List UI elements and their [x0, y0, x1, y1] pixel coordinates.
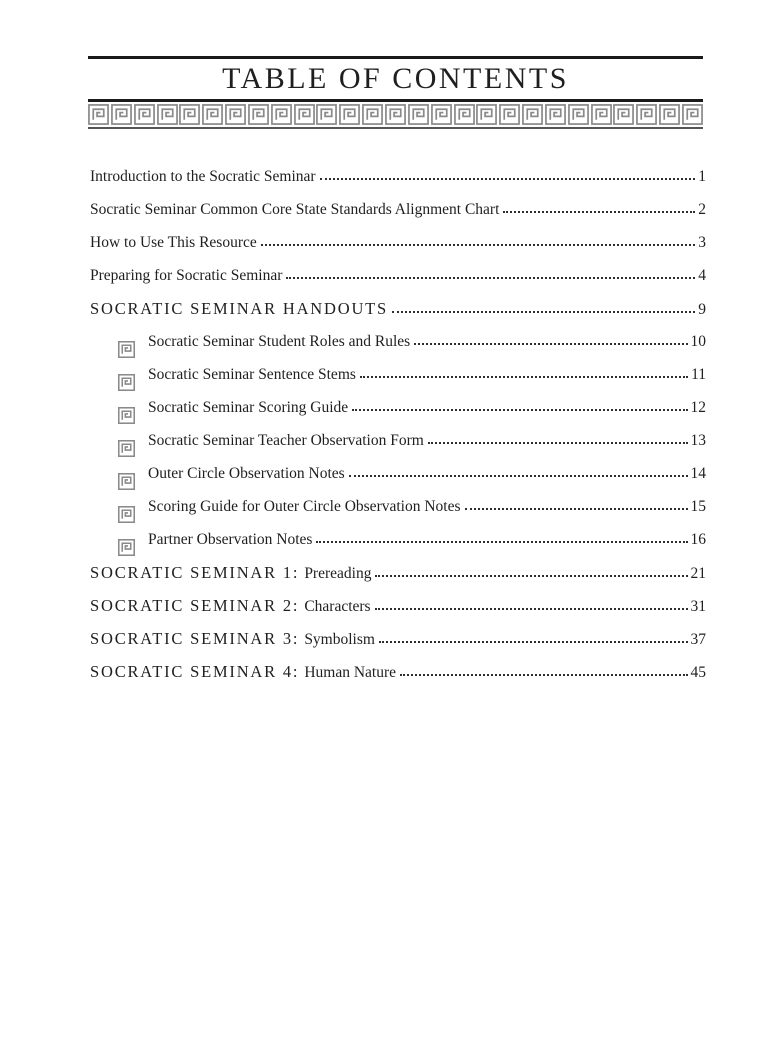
- toc-entry: [90, 497, 706, 530]
- toc-entry-page-number: 3: [698, 234, 706, 251]
- toc-entry-label: Characters: [304, 598, 371, 615]
- greek-key-unit-icon: [225, 104, 246, 125]
- toc-entry-page-number: 2: [698, 201, 706, 218]
- toc-entry: [90, 563, 706, 596]
- dotted-leader: [286, 277, 695, 279]
- toc-entry: [90, 398, 706, 431]
- toc-entry-label: Prereading: [304, 565, 372, 582]
- toc-page: [0, 56, 773, 1056]
- greek-key-unit-icon: [591, 104, 612, 125]
- toc-entry-page-number: 37: [690, 631, 706, 648]
- toc-entry: [90, 332, 706, 365]
- greek-key-unit-icon: [568, 104, 589, 125]
- toc-entry-label: Socratic Seminar Scoring Guide: [148, 399, 349, 416]
- greek-key-unit-icon: [271, 104, 292, 125]
- dotted-leader: [503, 211, 695, 213]
- greek-key-unit-icon: [636, 104, 657, 125]
- toc-entry-label: Human Nature: [304, 664, 396, 681]
- greek-key-unit-icon: [179, 104, 200, 125]
- toc-entry-label: Socratic Seminar Sentence Stems: [148, 366, 356, 383]
- greek-key-icon: [118, 341, 135, 358]
- dotted-leader: [316, 541, 687, 543]
- toc-entry-label: Preparing for Socratic Seminar: [90, 267, 283, 284]
- greek-key-unit-icon: [202, 104, 223, 125]
- page-title: TABLE OF CONTENTS: [222, 62, 569, 95]
- greek-key-icon: [118, 539, 135, 556]
- toc-entry-caps-label: SOCRATIC SEMINAR 4:: [90, 662, 300, 681]
- toc-entry-label: Partner Observation Notes: [148, 531, 313, 548]
- dotted-leader: [261, 244, 696, 246]
- toc-entry-page-number: 14: [690, 465, 706, 482]
- dotted-leader: [320, 178, 696, 180]
- toc-entry-label: How to Use This Resource: [90, 234, 257, 251]
- greek-key-unit-icon: [316, 104, 337, 125]
- toc-header: [88, 56, 703, 129]
- toc-entry-page-number: 1: [698, 168, 706, 185]
- greek-key-unit-icon: [362, 104, 383, 125]
- greek-key-unit-icon: [111, 104, 132, 125]
- greek-key-unit-icon: [248, 104, 269, 125]
- toc-entry-page-number: 10: [690, 333, 706, 350]
- toc-entry: [90, 431, 706, 464]
- dotted-leader: [360, 376, 688, 378]
- greek-key-unit-icon: [499, 104, 520, 125]
- toc-list: [90, 167, 706, 695]
- toc-entry: [90, 365, 706, 398]
- greek-key-unit-icon: [157, 104, 178, 125]
- greek-key-unit-icon: [431, 104, 452, 125]
- toc-entry-page-number: 15: [690, 498, 706, 515]
- toc-entry-page-number: 11: [691, 366, 706, 383]
- dotted-leader: [465, 508, 688, 510]
- greek-key-icon: [118, 440, 135, 457]
- toc-entry-caps-label: SOCRATIC SEMINAR HANDOUTS: [90, 299, 389, 318]
- toc-entry: [90, 662, 706, 695]
- toc-entry: [90, 530, 706, 563]
- dotted-leader: [428, 442, 688, 444]
- toc-entry-label: Introduction to the Socratic Seminar: [90, 168, 316, 185]
- dotted-leader: [379, 641, 688, 643]
- toc-entry: [90, 464, 706, 497]
- greek-key-unit-icon: [294, 104, 315, 125]
- header-bottom-rule: [88, 99, 703, 102]
- toc-entry-page-number: 45: [690, 664, 706, 681]
- toc-entry-caps-label: SOCRATIC SEMINAR 1:: [90, 563, 300, 582]
- toc-entry-page-number: 12: [690, 399, 706, 416]
- greek-key-icon: [118, 374, 135, 391]
- toc-entry: [90, 167, 706, 200]
- greek-key-unit-icon: [339, 104, 360, 125]
- greek-key-unit-icon: [545, 104, 566, 125]
- greek-key-unit-icon: [682, 104, 703, 125]
- dotted-leader: [375, 575, 687, 577]
- greek-key-unit-icon: [408, 104, 429, 125]
- toc-entry-page-number: 13: [690, 432, 706, 449]
- dotted-leader: [392, 311, 695, 313]
- greek-key-border: [88, 104, 703, 129]
- greek-key-unit-icon: [454, 104, 475, 125]
- toc-entry-label: Socratic Seminar Teacher Observation Form: [148, 432, 424, 449]
- toc-entry-page-number: 9: [698, 301, 706, 318]
- toc-entry-page-number: 4: [698, 267, 706, 284]
- toc-entry: [90, 596, 706, 629]
- greek-key-unit-icon: [613, 104, 634, 125]
- dotted-leader: [375, 608, 688, 610]
- dotted-leader: [352, 409, 687, 411]
- toc-entry: [90, 266, 706, 299]
- toc-entry-page-number: 21: [690, 565, 706, 582]
- greek-key-unit-icon: [522, 104, 543, 125]
- toc-entry-label: Outer Circle Observation Notes: [148, 465, 345, 482]
- dotted-leader: [400, 674, 688, 676]
- greek-key-unit-icon: [476, 104, 497, 125]
- toc-entry-label: Socratic Seminar Common Core State Standards Alignment Chart: [90, 201, 500, 218]
- greek-key-icon: [118, 407, 135, 424]
- toc-entry-page-number: 31: [690, 598, 706, 615]
- greek-key-unit-icon: [659, 104, 680, 125]
- dotted-leader: [414, 343, 687, 345]
- toc-entry: [90, 200, 706, 233]
- toc-entry-label: Symbolism: [304, 631, 375, 648]
- toc-entry-label: Scoring Guide for Outer Circle Observation Notes: [148, 498, 461, 515]
- dotted-leader: [349, 475, 688, 477]
- toc-entry-page-number: 16: [690, 531, 706, 548]
- greek-key-icon: [118, 473, 135, 490]
- greek-key-unit-icon: [134, 104, 155, 125]
- toc-entry-caps-label: SOCRATIC SEMINAR 2:: [90, 596, 300, 615]
- toc-entry: [90, 233, 706, 266]
- toc-entry-label: Socratic Seminar Student Roles and Rules: [148, 333, 411, 350]
- toc-entry-caps-label: SOCRATIC SEMINAR 3:: [90, 629, 300, 648]
- greek-key-unit-icon: [88, 104, 109, 125]
- toc-entry: [90, 629, 706, 662]
- greek-key-unit-icon: [385, 104, 406, 125]
- greek-key-icon: [118, 506, 135, 523]
- toc-entry: [90, 299, 706, 332]
